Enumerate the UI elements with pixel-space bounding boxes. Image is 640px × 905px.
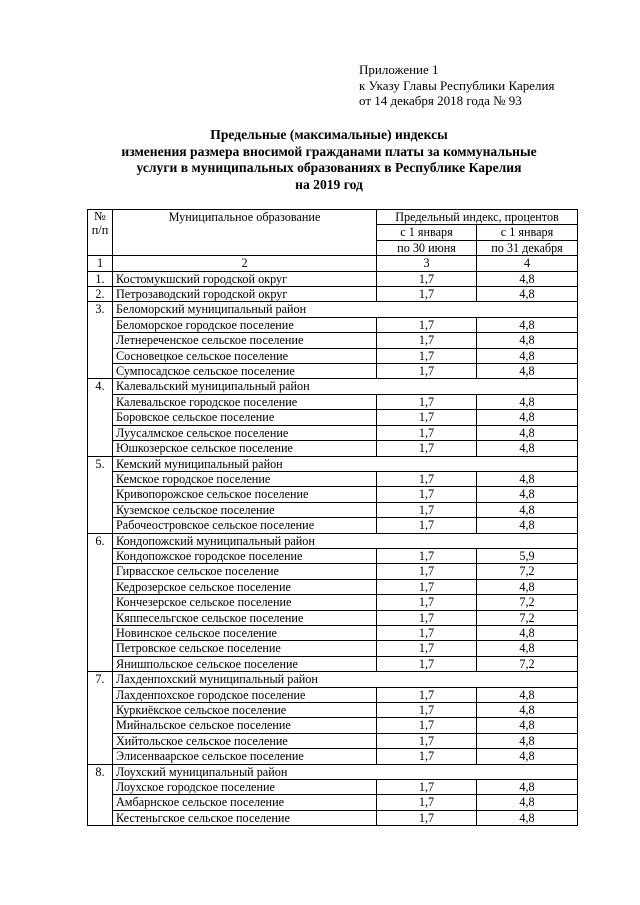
index-full-year: 4,8 (477, 471, 578, 486)
table-row (88, 795, 578, 810)
index-full-year: 4,8 (477, 287, 578, 302)
municipality-name: Боровское сельское поселение (113, 410, 377, 425)
municipality-name: Янишпольское сельское поселение (113, 656, 377, 671)
index-full-year: 4,8 (477, 703, 578, 718)
index-first-half: 1,7 (377, 733, 477, 748)
municipality-name: Сосновецкое сельское поселение (113, 348, 377, 363)
header-period1-line-1: с 1 января (377, 225, 477, 240)
index-full-year: 4,8 (477, 625, 578, 640)
municipality-name: Мийнальское сельское поселение (113, 718, 377, 733)
municipality-name: Кондопожское городское поселение (113, 548, 377, 563)
index-full-year: 4,8 (477, 733, 578, 748)
municipality-name: Элисенваарское сельское поселение (113, 749, 377, 764)
municipality-name: Петровское сельское поселение (113, 641, 377, 656)
index-first-half: 1,7 (377, 564, 477, 579)
table-row (88, 610, 578, 625)
table-row (88, 733, 578, 748)
table-row (88, 718, 578, 733)
header-period1-line-2: по 30 июня (377, 240, 477, 255)
index-first-half: 1,7 (377, 394, 477, 409)
row-number: 8. (88, 764, 113, 826)
district-row (88, 764, 578, 779)
index-full-year: 7,2 (477, 610, 578, 625)
index-full-year: 4,8 (477, 441, 578, 456)
municipality-name: Куземское сельское поселение (113, 502, 377, 517)
index-first-half: 1,7 (377, 780, 477, 795)
index-full-year: 4,8 (477, 394, 578, 409)
district-row (88, 379, 578, 394)
table-row (88, 410, 578, 425)
index-first-half: 1,7 (377, 317, 477, 332)
district-name: Кондопожский муниципальный район (113, 533, 578, 548)
table-row (88, 333, 578, 348)
municipality-name: Кончезерское сельское поселение (113, 595, 377, 610)
municipality-name: Беломорское городское поселение (113, 317, 377, 332)
municipality-name: Сумпосадское сельское поселение (113, 364, 377, 379)
row-number: 1. (88, 271, 113, 286)
municipality-name: Летнереченское сельское поселение (113, 333, 377, 348)
table-row (88, 348, 578, 363)
column-number: 3 (377, 256, 477, 271)
index-first-half: 1,7 (377, 579, 477, 594)
index-full-year: 7,2 (477, 564, 578, 579)
table-row (88, 780, 578, 795)
table-row (88, 425, 578, 440)
index-first-half: 1,7 (377, 425, 477, 440)
index-first-half: 1,7 (377, 471, 477, 486)
district-row (88, 672, 578, 687)
title-line-3: услуги в муниципальных образованиях в Республике Карелия (136, 160, 522, 175)
title-line-2: изменения размера вносимой гражданами платы за коммунальные (121, 143, 537, 159)
column-number-row (88, 256, 578, 271)
table-body (88, 271, 578, 826)
municipality-name: Хийтольское сельское поселение (113, 733, 377, 748)
table-row (88, 518, 578, 533)
document-title (60, 127, 598, 193)
municipality-name: Калевальское городское поселение (113, 394, 377, 409)
municipality-name: Кяппесельгское сельское поселение (113, 610, 377, 625)
table-row (88, 595, 578, 610)
municipality-name: Кемское городское поселение (113, 471, 377, 486)
index-full-year: 4,8 (477, 641, 578, 656)
table-row (88, 625, 578, 640)
header-num-cell (88, 210, 113, 256)
header-period2-line-2: по 31 декабря (477, 240, 578, 255)
table-row (88, 394, 578, 409)
table-header (88, 210, 578, 272)
index-full-year: 4,8 (477, 410, 578, 425)
index-full-year: 4,8 (477, 502, 578, 517)
index-full-year: 4,8 (477, 271, 578, 286)
index-full-year: 5,9 (477, 548, 578, 563)
municipality-name: Костомукшский городской округ (113, 271, 377, 286)
index-first-half: 1,7 (377, 749, 477, 764)
index-full-year: 4,8 (477, 425, 578, 440)
row-number: 2. (88, 287, 113, 302)
index-first-half: 1,7 (377, 610, 477, 625)
index-full-year: 4,8 (477, 364, 578, 379)
table-row (88, 564, 578, 579)
title-line-4: на 2019 год (295, 176, 363, 192)
table-row (88, 810, 578, 825)
district-name: Кемский муниципальный район (113, 456, 578, 471)
municipality-name: Рабочеостровское сельское поселение (113, 518, 377, 533)
table-row (88, 471, 578, 486)
appendix-line-3: от 14 декабря 2018 года № 93 (359, 93, 522, 108)
column-number: 4 (477, 256, 578, 271)
index-first-half: 1,7 (377, 641, 477, 656)
municipality-name: Кестеньгское сельское поселение (113, 810, 377, 825)
table-row (88, 502, 578, 517)
index-first-half: 1,7 (377, 548, 477, 563)
index-full-year: 4,8 (477, 810, 578, 825)
municipality-name: Кривопорожское сельское поселение (113, 487, 377, 502)
row-number: 6. (88, 533, 113, 672)
row-number: 3. (88, 302, 113, 379)
table-row (88, 441, 578, 456)
table-row (88, 703, 578, 718)
table-row (88, 656, 578, 671)
header-period2-line-1: с 1 января (477, 225, 578, 240)
index-full-year: 4,8 (477, 687, 578, 702)
district-row (88, 533, 578, 548)
municipality-name: Луусалмское сельское поселение (113, 425, 377, 440)
index-first-half: 1,7 (377, 687, 477, 702)
index-first-half: 1,7 (377, 795, 477, 810)
index-full-year: 4,8 (477, 795, 578, 810)
table-row (88, 364, 578, 379)
index-first-half: 1,7 (377, 271, 477, 286)
header-municipality: Муниципальное образование (113, 210, 377, 256)
municipality-name: Новинское сельское поселение (113, 625, 377, 640)
table-row (88, 687, 578, 702)
index-full-year: 4,8 (477, 333, 578, 348)
index-full-year: 4,8 (477, 749, 578, 764)
index-first-half: 1,7 (377, 656, 477, 671)
municipality-name: Юшкозерское сельское поселение (113, 441, 377, 456)
district-name: Лоухский муниципальный район (113, 764, 578, 779)
column-number: 1 (88, 256, 113, 271)
district-name: Беломорский муниципальный район (113, 302, 578, 317)
municipality-name: Амбарнское сельское поселение (113, 795, 377, 810)
index-first-half: 1,7 (377, 333, 477, 348)
index-full-year: 4,8 (477, 780, 578, 795)
table-row (88, 271, 578, 286)
index-full-year: 4,8 (477, 317, 578, 332)
index-full-year: 4,8 (477, 579, 578, 594)
index-full-year: 4,8 (477, 718, 578, 733)
appendix-line-2: к Указу Главы Республики Карелия (359, 77, 555, 93)
municipality-name: Лахденпохское городское поселение (113, 687, 377, 702)
header-num-line-2: п/п (91, 222, 109, 237)
table-row (88, 317, 578, 332)
index-first-half: 1,7 (377, 487, 477, 502)
table-row (88, 749, 578, 764)
index-first-half: 1,7 (377, 718, 477, 733)
index-first-half: 1,7 (377, 502, 477, 517)
district-row (88, 456, 578, 471)
header-num-line-1: № (94, 209, 106, 223)
index-first-half: 1,7 (377, 287, 477, 302)
index-first-half: 1,7 (377, 703, 477, 718)
municipality-name: Лоухское городское поселение (113, 780, 377, 795)
appendix-line-1: Приложение 1 (359, 62, 439, 77)
index-full-year: 4,8 (477, 348, 578, 363)
municipality-name: Кедрозерское сельское поселение (113, 579, 377, 594)
district-name: Лахденпохский муниципальный район (113, 672, 578, 687)
index-first-half: 1,7 (377, 625, 477, 640)
index-table (87, 209, 578, 826)
row-number: 5. (88, 456, 113, 533)
table-row (88, 579, 578, 594)
municipality-name: Гирвасское сельское поселение (113, 564, 377, 579)
index-first-half: 1,7 (377, 595, 477, 610)
row-number: 4. (88, 379, 113, 456)
appendix-block (359, 62, 554, 109)
table-row (88, 487, 578, 502)
header-row (88, 210, 578, 225)
header-index-group: Предельный индекс, процентов (377, 210, 578, 225)
table-row (88, 641, 578, 656)
index-first-half: 1,7 (377, 348, 477, 363)
table-row (88, 548, 578, 563)
district-row (88, 302, 578, 317)
index-full-year: 4,8 (477, 487, 578, 502)
index-first-half: 1,7 (377, 364, 477, 379)
index-full-year: 7,2 (477, 595, 578, 610)
index-first-half: 1,7 (377, 518, 477, 533)
row-number: 7. (88, 672, 113, 764)
index-first-half: 1,7 (377, 410, 477, 425)
index-full-year: 4,8 (477, 518, 578, 533)
title-line-1: Предельные (максимальные) индексы (210, 127, 448, 142)
index-first-half: 1,7 (377, 441, 477, 456)
municipality-name: Петрозаводский городской округ (113, 287, 377, 302)
district-name: Калевальский муниципальный район (113, 379, 578, 394)
municipality-name: Куркиёкское сельское поселение (113, 703, 377, 718)
index-full-year: 7,2 (477, 656, 578, 671)
table-row (88, 287, 578, 302)
index-first-half: 1,7 (377, 810, 477, 825)
column-number: 2 (113, 256, 377, 271)
